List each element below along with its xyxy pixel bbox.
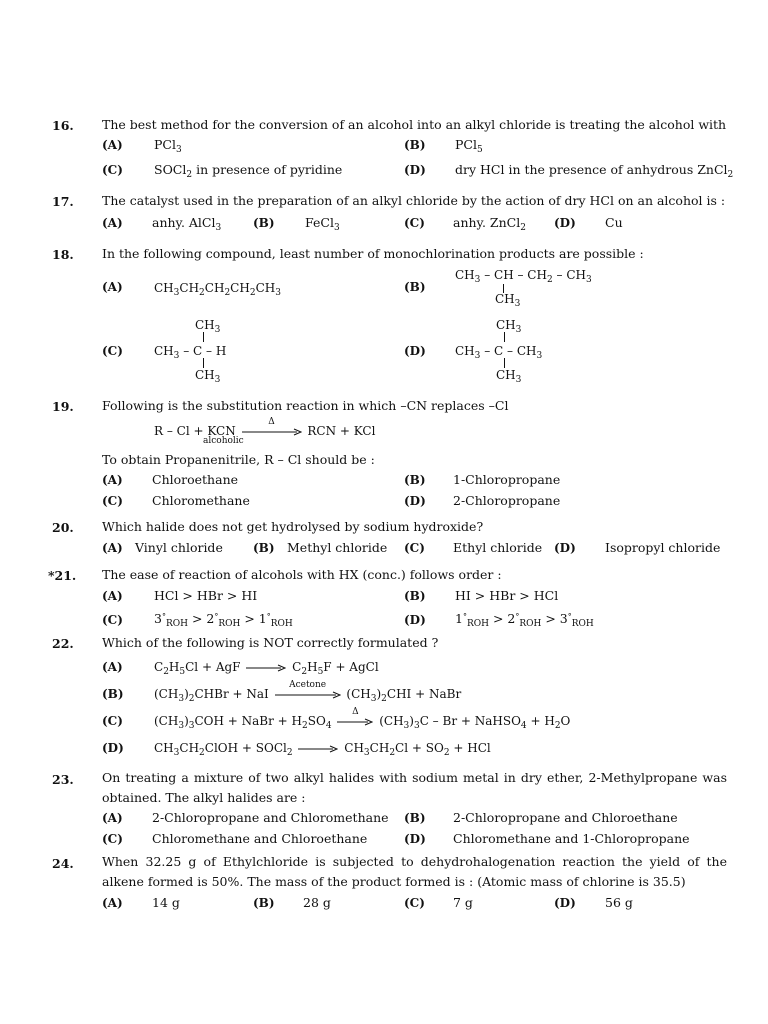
q18-opt-c-bond-bottom	[203, 358, 204, 368]
q19-reaction-arrow: Δ	[242, 428, 302, 436]
q18-text: In the following compound, least number of monochlorination products are possible :	[102, 246, 644, 261]
q19-opt-b-label: (B)	[404, 473, 426, 487]
q23-opt-c-label: (C)	[102, 832, 123, 846]
q17-opt-a-label: (A)	[102, 216, 123, 230]
q20-opt-b: Methyl chloride	[287, 540, 388, 555]
q18-opt-d-bond-top	[504, 332, 505, 342]
q22-opt-d-equation: $CH_3CH_2ClOH$ + SOCl$_2$ $CH_3CH_2Cl + SO_2$ + HCl	[154, 741, 491, 758]
q16-opt-b: PCl$_5$	[455, 137, 483, 155]
q21-opt-b-label: (B)	[404, 589, 426, 603]
q22-opt-d-label: (D)	[102, 741, 124, 755]
q17-text: The catalyst used in the preparation of an alkyl chloride by the action of dry HCl on an alcohol is :	[102, 193, 726, 208]
q22-text: Which of the following is NOT correctly formulated ?	[102, 635, 439, 650]
q24-opt-a: 14 g	[152, 895, 180, 910]
q19-opt-a-label: (A)	[102, 473, 123, 487]
q18-opt-c-bond-top	[203, 332, 204, 342]
q20-opt-a: Vinyl chloride	[135, 540, 223, 555]
q21-opt-c: $3^\circ_{ROH} > 2^\circ_{ROH} > 1^\circ_{ROH}$	[154, 611, 293, 629]
q18-number: 18.	[52, 247, 74, 262]
q21-opt-a-label: (A)	[102, 589, 123, 603]
q22-opt-d-arrow	[298, 745, 338, 753]
q22-opt-a-equation: $C_2H_5Cl$ + AgF $C_2H_5F$ + AgCl	[154, 660, 379, 677]
q24-opt-a-label: (A)	[102, 896, 123, 910]
q22-opt-c-label: (C)	[102, 714, 123, 728]
q19-text: Following is the substitution reaction in which –CN replaces –Cl	[102, 398, 509, 413]
q17-opt-b-label: (B)	[253, 216, 275, 230]
q19-number: 19.	[52, 399, 74, 414]
q16-opt-a-label: (A)	[102, 138, 123, 152]
q23-opt-b: 2-Chloropropane and Chloroethane	[453, 810, 678, 825]
q17-opt-d: Cu	[605, 215, 623, 230]
q22-opt-c-arrow: Δ	[337, 718, 373, 726]
q22-opt-b-equation: $(CH_3)_2CHBr$ + NaI Acetone $(CH_3)_2CHI$ + NaBr	[154, 679, 462, 704]
q24-opt-d-label: (D)	[554, 896, 576, 910]
q16-opt-c-label: (C)	[102, 163, 123, 177]
q24-opt-b: 28 g	[303, 895, 331, 910]
q22-opt-a-arrow	[246, 664, 286, 672]
q24-text: When 32.25 g of Ethylchloride is subjected to dehydrohalogenation reaction the yield of the alkene formed is 50%. The mass of the product formed is : (Atomic mass of chlorine is 35.5)	[102, 854, 727, 889]
q23-opt-d-label: (D)	[404, 832, 426, 846]
q17-opt-a: anhy. AlCl$_3$	[152, 215, 222, 233]
q18-opt-c-bottom: $CH_3$	[195, 368, 221, 385]
q20-opt-d: Isopropyl chloride	[605, 540, 721, 555]
q17-opt-c-label: (C)	[404, 216, 425, 230]
q17-opt-d-label: (D)	[554, 216, 576, 230]
q24-opt-c: 7 g	[453, 895, 473, 910]
q22-opt-b-arrow: Acetone	[275, 691, 341, 699]
q20-opt-b-label: (B)	[253, 541, 275, 555]
q21-opt-c-label: (C)	[102, 613, 123, 627]
q21-text: The ease of reaction of alcohols with HX (conc.) follows order :	[102, 567, 502, 582]
q17-opt-c: anhy. ZnCl$_2$	[453, 215, 526, 233]
q19-opt-d: 2-Chloropropane	[453, 493, 561, 508]
q19-alcoholic-label: alcoholic	[203, 436, 244, 446]
q16-opt-b-label: (B)	[404, 138, 426, 152]
q21-opt-d: $1^\circ_{ROH} > 2^\circ_{ROH} > 3^\circ_{ROH}$	[455, 611, 594, 629]
q18-opt-a-label: (A)	[102, 280, 123, 294]
q21-opt-d-label: (D)	[404, 613, 426, 627]
q16-number: 16.	[52, 118, 74, 133]
q18-opt-d-bottom: $CH_3$	[496, 368, 522, 385]
q23-text: On treating a mixture of two alkyl halides with sodium metal in dry ether, 2-Methylpropane was obtained. The alkyl halides are :	[102, 770, 727, 805]
q19-opt-c: Chloromethane	[152, 493, 250, 508]
q16-text: The best method for the conversion of an alcohol into an alkyl chloride is treating the alcohol with	[102, 117, 727, 132]
q16-opt-d-label: (D)	[404, 163, 426, 177]
q20-opt-a-label: (A)	[102, 541, 123, 555]
q20-opt-c-label: (C)	[404, 541, 425, 555]
q21-opt-b: HI > HBr > HCl	[455, 588, 559, 603]
q23-opt-a: 2-Chloropropane and Chloromethane	[152, 810, 389, 825]
q24-opt-b-label: (B)	[253, 896, 275, 910]
q19-equation: R – Cl + KCN Δ RCN + KCl	[154, 416, 376, 438]
q24-number: 24.	[52, 856, 74, 871]
q19-opt-c-label: (C)	[102, 494, 123, 508]
q24-opt-c-label: (C)	[404, 896, 425, 910]
q22-opt-c-equation: $(CH_3)_3COH$ + NaBr + $H_2SO_4$ Δ $(CH_3)_3C$ – Br + NaHSO$_4$ + $H_2O$	[154, 706, 571, 731]
q18-opt-c-top: $CH_3$	[195, 318, 221, 335]
q19-opt-a: Chloroethane	[152, 472, 239, 487]
q23-number: 23.	[52, 772, 74, 787]
q18-opt-d-mid: $CH_3$ – C – $CH_3$	[455, 344, 543, 361]
q17-opt-b: FeCl$_3$	[305, 215, 340, 233]
q20-text: Which halide does not get hydrolysed by sodium hydroxide?	[102, 519, 484, 534]
q16-opt-d: dry HCl in the presence of anhydrous ZnCl$_2$	[455, 162, 734, 180]
q17-number: 17.	[52, 194, 74, 209]
q18-opt-b-main-chain: $CH_3$ – CH – $CH_2 - CH_3$	[455, 268, 592, 285]
q23-opt-a-label: (A)	[102, 811, 123, 825]
q18-opt-b-branch: $CH_3$	[495, 292, 521, 309]
q23-opt-d: Chloromethane and 1-Chloropropane	[453, 831, 690, 846]
q16-opt-c: SOCl$_2$ in presence of pyridine	[154, 162, 343, 180]
q20-number: 20.	[52, 520, 74, 535]
q19-opt-b: 1-Chloropropane	[453, 472, 561, 487]
q18-opt-d-top: $CH_3$	[496, 318, 522, 335]
q20-opt-c: Ethyl chloride	[453, 540, 543, 555]
q23-opt-b-label: (B)	[404, 811, 426, 825]
q22-number: 22.	[52, 636, 74, 651]
q18-opt-d-bond-bottom	[504, 358, 505, 368]
q18-opt-c-mid: $CH_3$ – C – H	[154, 344, 227, 361]
q19-opt-d-label: (D)	[404, 494, 426, 508]
q16-opt-a: PCl$_3$	[154, 137, 182, 155]
q18-opt-b-label: (B)	[404, 280, 426, 294]
q22-opt-a-label: (A)	[102, 660, 123, 674]
q21-opt-a: HCl > HBr > HI	[154, 588, 258, 603]
q21-number: *21.	[48, 568, 77, 583]
q22-opt-b-label: (B)	[102, 687, 124, 701]
q18-opt-d-label: (D)	[404, 344, 426, 358]
q18-opt-c-label: (C)	[102, 344, 123, 358]
q18-opt-a-structure: $CH_3CH_2CH_2CH_2CH_3$	[154, 281, 281, 298]
q20-opt-d-label: (D)	[554, 541, 576, 555]
q23-opt-c: Chloromethane and Chloroethane	[152, 831, 368, 846]
q24-opt-d: 56 g	[605, 895, 633, 910]
q19-text-2: To obtain Propanenitrile, R – Cl should be :	[102, 452, 375, 467]
